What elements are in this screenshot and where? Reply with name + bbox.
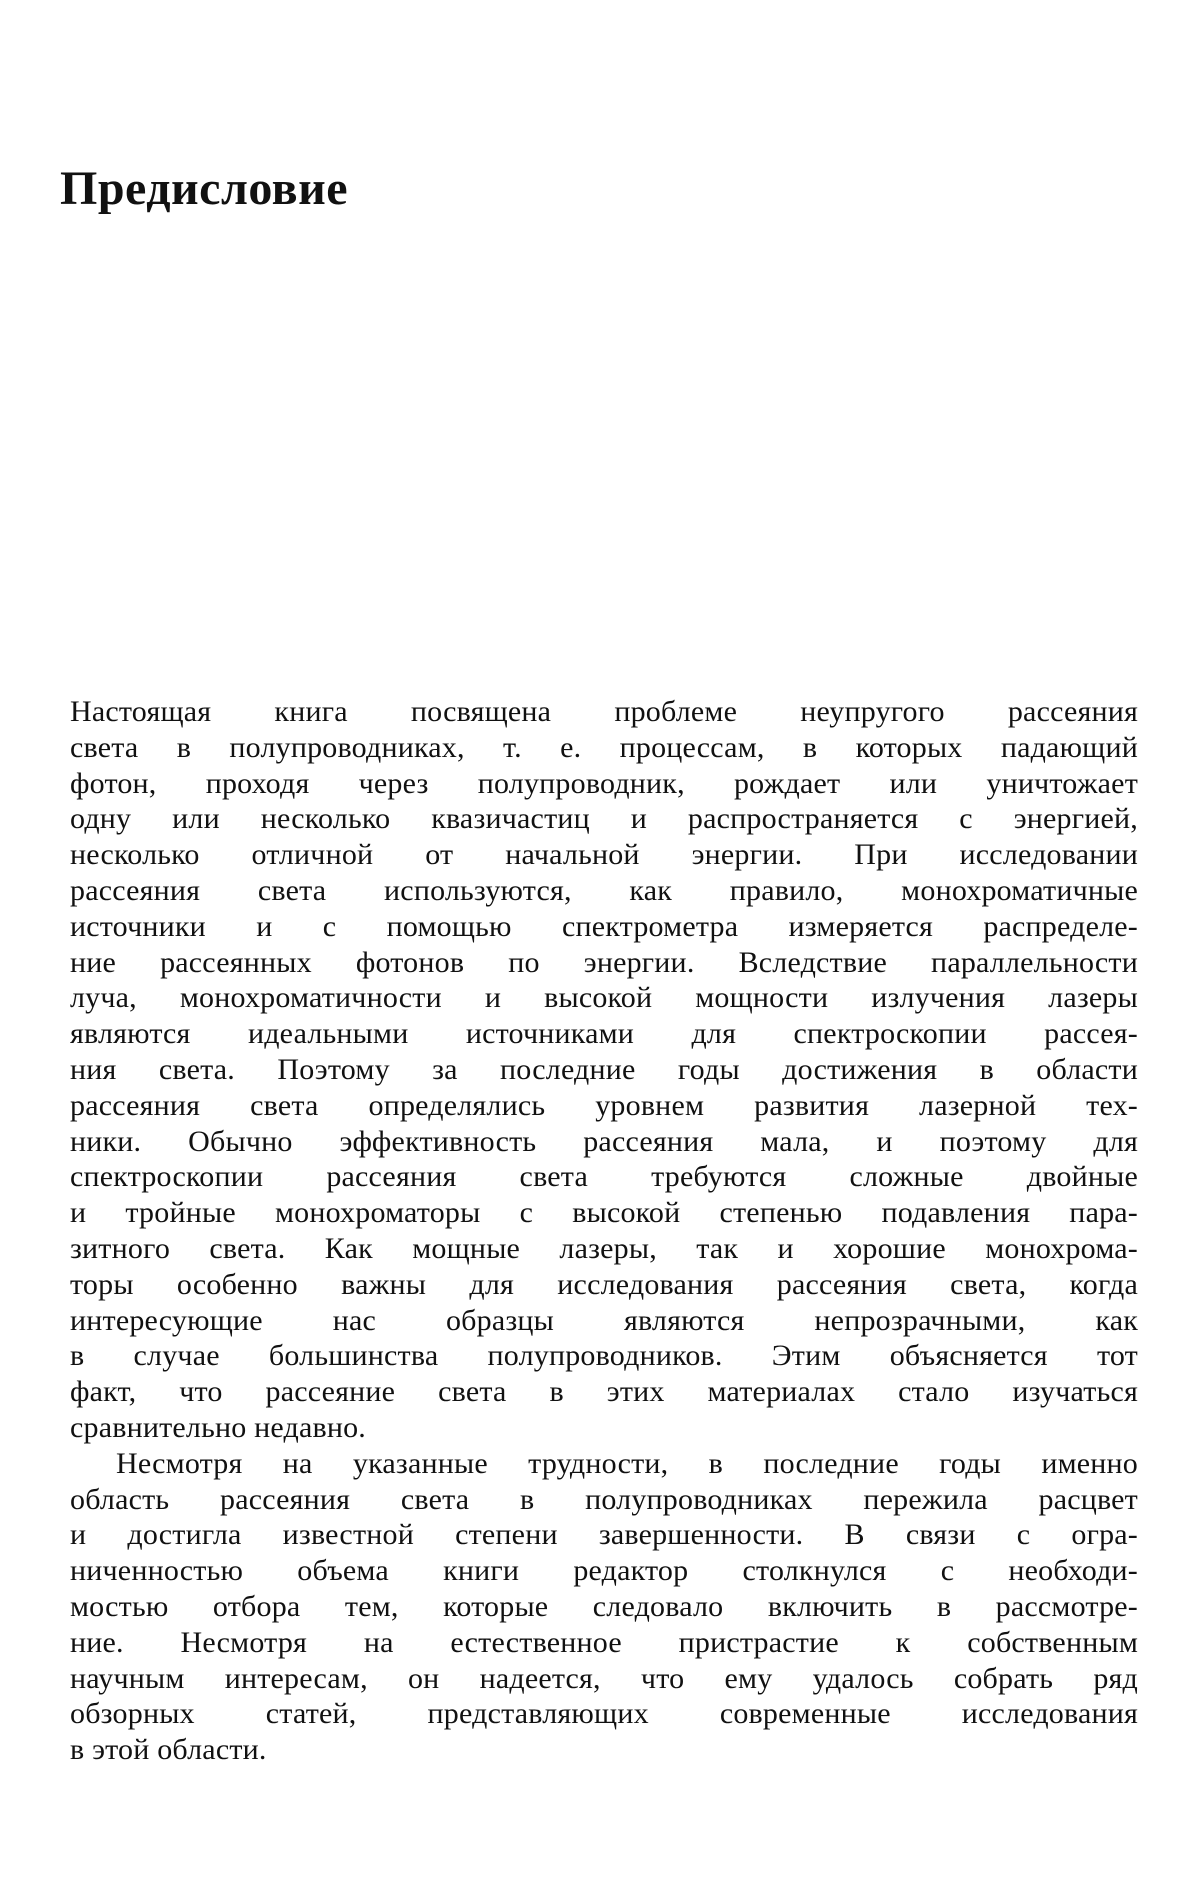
text-line: в случае большинства полупроводников. Этим объясняется тот [70,1339,1138,1373]
text-line: торы особенно важны для исследования рассеяния света, когда [70,1267,1138,1301]
text-line: ниченностью объема книги редактор столкнулся с необходи- [70,1554,1138,1588]
text-line: научным интересам, он надеется, что ему удалось собрать ряд [70,1661,1138,1695]
text-line: источники и с помощью спектрометра измеряется распределе- [70,909,1138,943]
text-line: ния света. Поэтому за последние годы достижения в области [70,1052,1138,1086]
text-line: спектроскопии рассеяния света требуются сложные двойные [70,1160,1138,1194]
text-line: несколько отличной от начальной энергии. При исследовании [70,838,1138,872]
text-line: сравнительно недавно. [70,1410,367,1444]
text-line: Настоящая книга посвящена проблеме неупругого рассеяния [70,695,1138,728]
text-line: ние. Несмотря на естественное пристрастие к собственным [70,1625,1138,1659]
text-line: фотон, проходя через полупроводник, рождает или уничтожает [70,766,1138,800]
paragraph-2 [70,1446,1138,1768]
text-line: ники. Обычно эффективность рассеяния мала, и поэтому для [70,1124,1138,1158]
text-line: являются идеальными источниками для спектроскопии рассея- [70,1017,1138,1051]
text-line: обзорных статей, представляющих современные исследования [70,1697,1138,1731]
text-line: и достигла известной степени завершенности. В связи с огра- [70,1518,1138,1552]
text-line: Несмотря на указанные трудности, в последние годы именно [116,1446,1138,1480]
text-line: луча, монохроматичности и высокой мощности излучения лазеры [70,981,1138,1015]
text-line: ние рассеянных фотонов по энергии. Вследствие параллельности [70,945,1138,979]
text-line: область рассеяния света в полупроводниках пережила расцвет [70,1482,1138,1516]
text-line: одну или несколько квазичастиц и распространяется с энергией, [70,802,1138,836]
text-line: рассеяния света используются, как правило, монохроматичные [70,873,1138,907]
paragraph-1 [70,694,1138,1446]
text-line: интересующие нас образцы являются непрозрачными, как [70,1303,1138,1337]
text-line: факт, что рассеяние света в этих материалах стало изучаться [70,1375,1138,1409]
page-title: Предисловие [60,162,349,215]
text-line: света в полупроводниках, т. е. процессам, в которых падающий [70,730,1138,764]
text-line: мостью отбора тем, которые следовало включить в рассмотре- [70,1589,1138,1623]
preface-body [70,694,1138,1768]
text-line: и тройные монохроматоры с высокой степенью подавления пара- [70,1196,1138,1230]
text-line: рассеяния света определялись уровнем развития лазерной тех- [70,1088,1138,1122]
text-line: в этой области. [70,1733,267,1767]
text-line: зитного света. Как мощные лазеры, так и хорошие монохрома- [70,1231,1138,1265]
